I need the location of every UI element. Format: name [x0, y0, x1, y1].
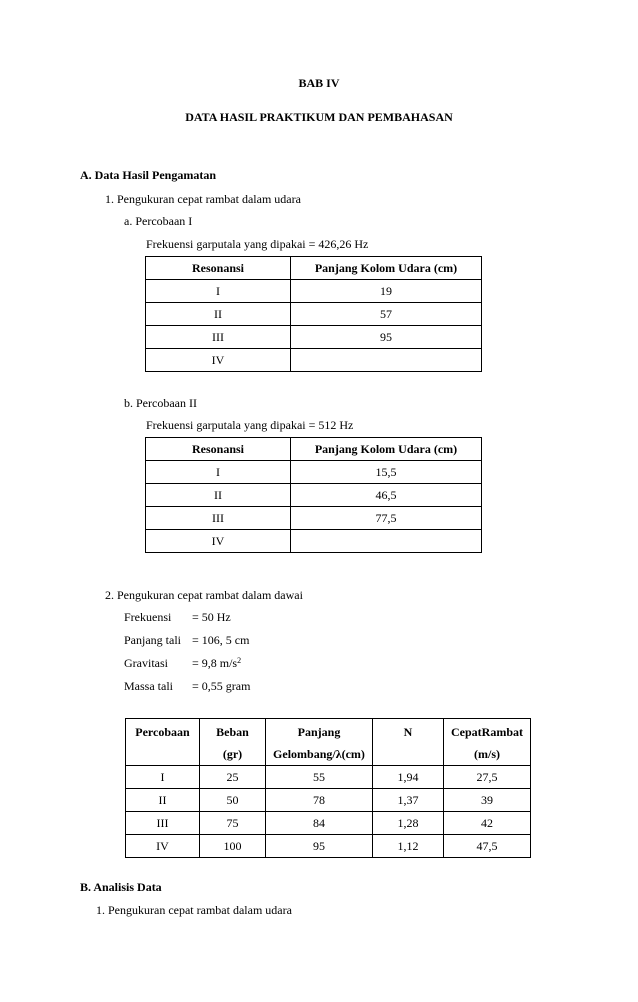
table-cell: IV [146, 349, 291, 372]
table-cell [291, 349, 482, 372]
table-cell: II [146, 484, 291, 507]
table-cell: III [126, 812, 200, 835]
header-cell: Resonansi [146, 438, 291, 461]
header-line: Gelombang/λ(cm) [273, 747, 365, 761]
section-a-heading: A. Data Hasil Pengamatan [80, 168, 216, 182]
table-cell: 15,5 [291, 461, 482, 484]
exp-b-label: b. Percobaan II [124, 396, 197, 410]
header-cell: Resonansi [146, 257, 291, 280]
header-line: (gr) [222, 747, 243, 761]
table-cell: 57 [291, 303, 482, 326]
header-line: Percobaan [135, 725, 190, 739]
chapter-label: BAB IV [298, 76, 340, 90]
table-cell: 1,28 [373, 812, 444, 835]
table-header-row [126, 719, 531, 766]
table-row [126, 812, 531, 835]
dawai-table [125, 718, 531, 858]
table-cell: 1,12 [373, 835, 444, 858]
table-cell: IV [146, 530, 291, 553]
header-cell [200, 719, 266, 766]
table-cell: II [126, 789, 200, 812]
param-label: Panjang tali [124, 633, 181, 647]
table-cell: 25 [200, 766, 266, 789]
table-row [126, 835, 531, 858]
header-line: Beban [216, 725, 249, 739]
table-cell: I [146, 461, 291, 484]
table-row [146, 484, 482, 507]
exp-a-label: a. Percobaan I [124, 214, 193, 228]
table-cell: 19 [291, 280, 482, 303]
table-cell: III [146, 326, 291, 349]
table-row [146, 349, 482, 372]
table-cell: I [126, 766, 200, 789]
table-row [146, 303, 482, 326]
chapter-title: DATA HASIL PRAKTIKUM DAN PEMBAHASAN [185, 110, 453, 124]
header-cell [373, 719, 444, 766]
section-b-heading: B. Analisis Data [80, 880, 162, 894]
table-row [126, 789, 531, 812]
param-value: = 9,8 m/s [192, 656, 238, 670]
resonance-table-a [145, 256, 482, 372]
param-value: = 0,55 gram [192, 679, 251, 693]
table-cell: 50 [200, 789, 266, 812]
table-row [146, 507, 482, 530]
table-cell: 100 [200, 835, 266, 858]
table-cell: 55 [266, 766, 373, 789]
table-cell: 78 [266, 789, 373, 812]
header-cell: Panjang Kolom Udara (cm) [291, 438, 482, 461]
table-cell: 1,94 [373, 766, 444, 789]
table-cell: 1,37 [373, 789, 444, 812]
param-label: Massa tali [124, 679, 173, 693]
table-cell: II [146, 303, 291, 326]
header-line: CepatRambat [451, 725, 523, 739]
param-value-wrap [192, 656, 241, 670]
table-cell: 95 [266, 835, 373, 858]
param-label: Gravitasi [124, 656, 168, 670]
table-cell: I [146, 280, 291, 303]
table-cell: 84 [266, 812, 373, 835]
table-cell: 39 [444, 789, 531, 812]
item-2-heading: 2. Pengukuran cepat rambat dalam dawai [105, 588, 303, 602]
header-line: (m/s) [474, 747, 500, 761]
table-cell: III [146, 507, 291, 530]
table-cell [291, 530, 482, 553]
table-cell: 27,5 [444, 766, 531, 789]
header-line: N [403, 725, 413, 739]
param-label: Frekuensi [124, 610, 172, 624]
table-cell: 42 [444, 812, 531, 835]
section-b-item-1: 1. Pengukuran cepat rambat dalam udara [96, 903, 292, 917]
table-cell: 75 [200, 812, 266, 835]
table-cell: IV [126, 835, 200, 858]
header-line: Panjang [297, 725, 341, 739]
table-row [146, 530, 482, 553]
param-exponent: 2 [237, 656, 242, 665]
item-1-heading: 1. Pengukuran cepat rambat dalam udara [105, 192, 301, 206]
header-cell: Panjang Kolom Udara (cm) [291, 257, 482, 280]
param-value: = 50 Hz [192, 610, 231, 624]
table-row [146, 280, 482, 303]
table-row [146, 326, 482, 349]
table-row [126, 766, 531, 789]
exp-b-frequency: Frekuensi garputala yang dipakai = 512 Hz [146, 418, 354, 432]
table-cell: 95 [291, 326, 482, 349]
header-cell [266, 719, 373, 766]
table-cell: 46,5 [291, 484, 482, 507]
exp-a-frequency: Frekuensi garputala yang dipakai = 426,26 Hz [146, 237, 369, 251]
table-cell: 47,5 [444, 835, 531, 858]
table-header-row [146, 438, 482, 461]
table-row [146, 461, 482, 484]
param-value: = 106, 5 cm [192, 633, 250, 647]
header-cell [444, 719, 531, 766]
table-header-row [146, 257, 482, 280]
resonance-table-b [145, 437, 482, 553]
header-cell [126, 719, 200, 766]
table-cell: 77,5 [291, 507, 482, 530]
